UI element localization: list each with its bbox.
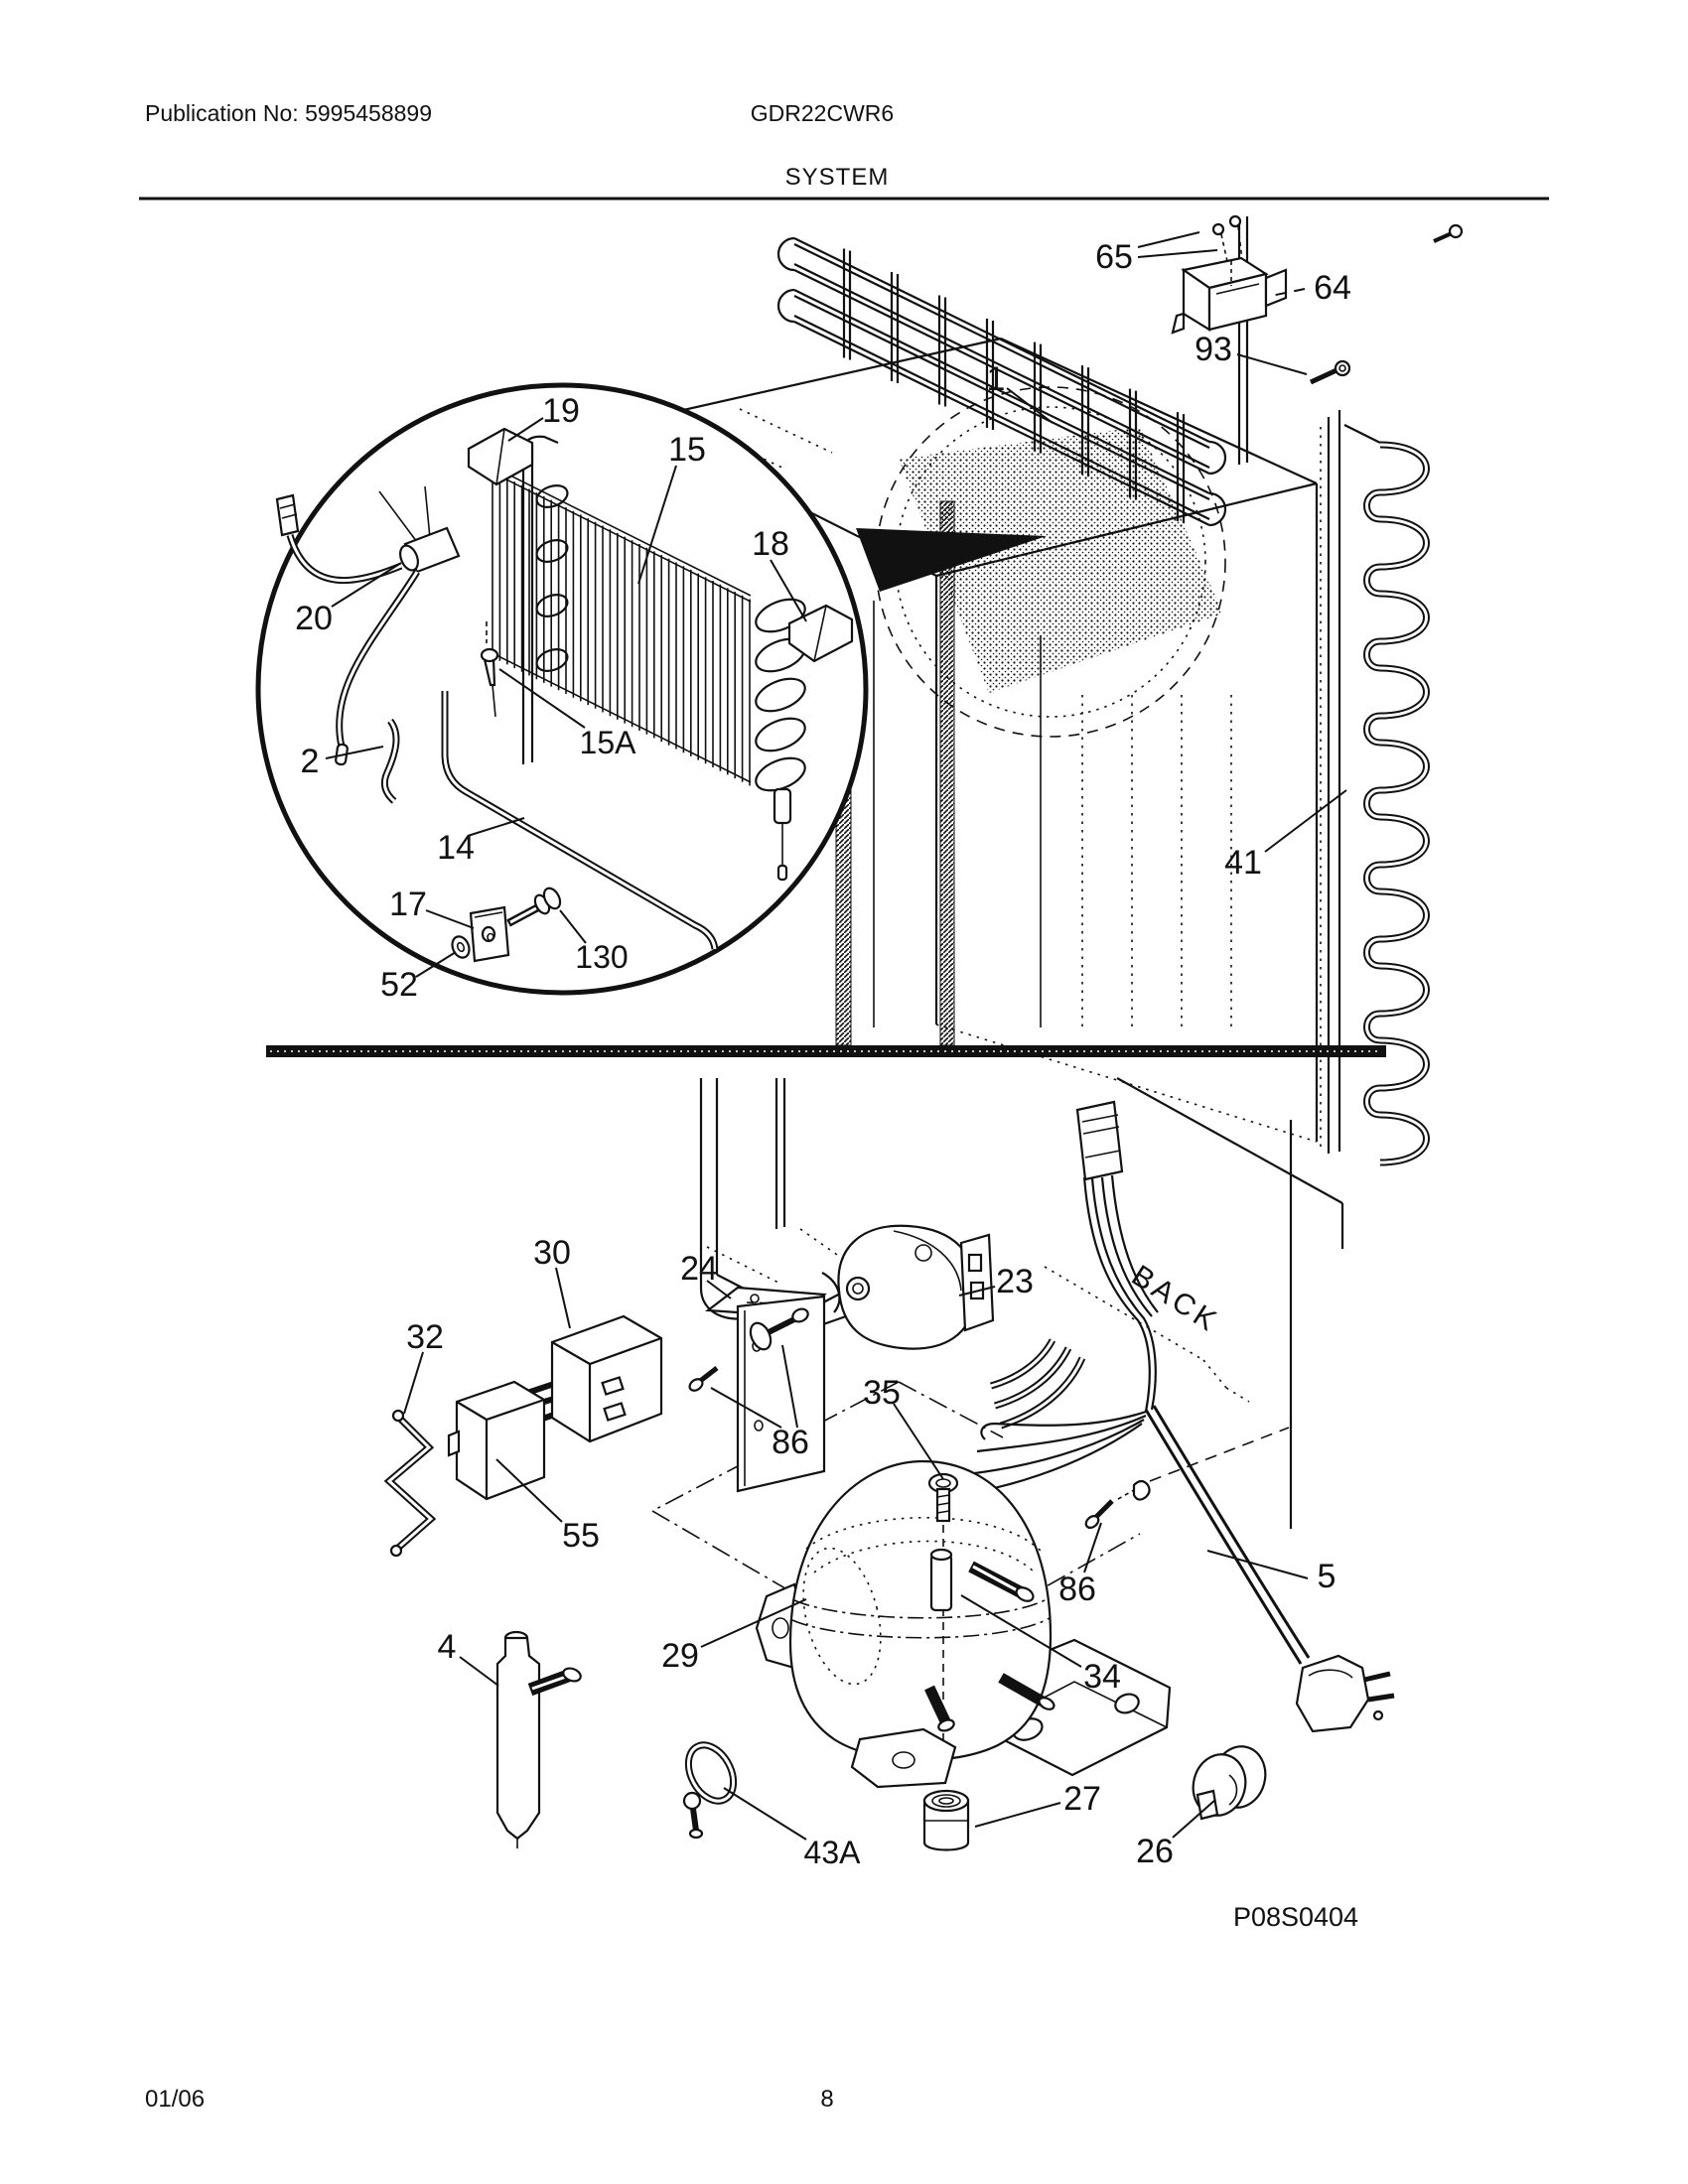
callout-86-19: 86: [772, 1424, 809, 1461]
back-label: BACK: [1125, 1259, 1225, 1340]
bottom-section-art: [389, 1078, 1394, 1932]
callout-52-13: 52: [380, 966, 418, 1004]
page-footer: [145, 2086, 834, 2113]
pin-34: [931, 1550, 951, 1610]
callout-24-16: 24: [680, 1250, 718, 1288]
top-section-art: [258, 216, 1462, 1162]
callout-26-29: 26: [1136, 1833, 1174, 1870]
model-number: GDR22CWR6: [750, 100, 895, 126]
grommet-27: [924, 1791, 968, 1850]
insulation-strip: [940, 501, 954, 1045]
footer-page-number: 8: [820, 2086, 834, 2113]
interior-dotted-lines: [1082, 695, 1231, 1032]
callout-15-5: 15: [668, 431, 706, 469]
callout-15a-9: 15A: [579, 725, 636, 760]
footer-date: 01/06: [145, 2086, 206, 2113]
callout-29-25: 29: [661, 1637, 699, 1675]
callout-130-12: 130: [575, 939, 629, 975]
cover-55: [449, 1382, 544, 1499]
callout-30-15: 30: [533, 1234, 571, 1272]
callout-55-21: 55: [562, 1517, 600, 1555]
callout-65-0: 65: [1095, 238, 1133, 276]
callout-43a-28: 43A: [803, 1835, 861, 1870]
clamp-43a: [679, 1737, 742, 1838]
page-header: [139, 100, 1549, 199]
callout-1-3: 1: [986, 360, 1006, 398]
drier-4: [497, 1632, 583, 1848]
callout-35-20: 35: [863, 1374, 901, 1412]
section-title: SYSTEM: [784, 164, 890, 191]
callout-19-4: 19: [542, 392, 580, 430]
callout-4-24: 4: [437, 1628, 457, 1666]
compressor-29: [757, 1461, 1170, 1787]
callout-2-8: 2: [300, 743, 320, 780]
callout-93-2: 93: [1195, 331, 1232, 368]
callout-18-6: 18: [752, 525, 789, 563]
publication-number: Publication No: 5995458899: [145, 100, 433, 126]
callout-20-7: 20: [295, 600, 333, 637]
fan-motor-23: [789, 1226, 1082, 1426]
callout-27-27: 27: [1063, 1780, 1101, 1818]
liner-fragment: [701, 1078, 840, 1318]
callout-64-1: 64: [1314, 269, 1351, 307]
wire-32: [389, 1411, 431, 1556]
callout-14-10: 14: [437, 829, 475, 867]
plate-17: [471, 907, 508, 961]
section-divider: [266, 1045, 1386, 1057]
callout-86-22: 86: [1058, 1570, 1096, 1608]
callout-5-23: 5: [1317, 1558, 1336, 1595]
callout-34-26: 34: [1083, 1658, 1121, 1696]
bushing-26: [1187, 1741, 1271, 1822]
callout-23-17: 23: [996, 1263, 1034, 1300]
diagram-code: P08S0404: [1232, 1902, 1359, 1932]
callout-41-14: 41: [1224, 844, 1262, 882]
callout-17-11: 17: [389, 886, 427, 923]
callout-32-18: 32: [406, 1318, 444, 1356]
